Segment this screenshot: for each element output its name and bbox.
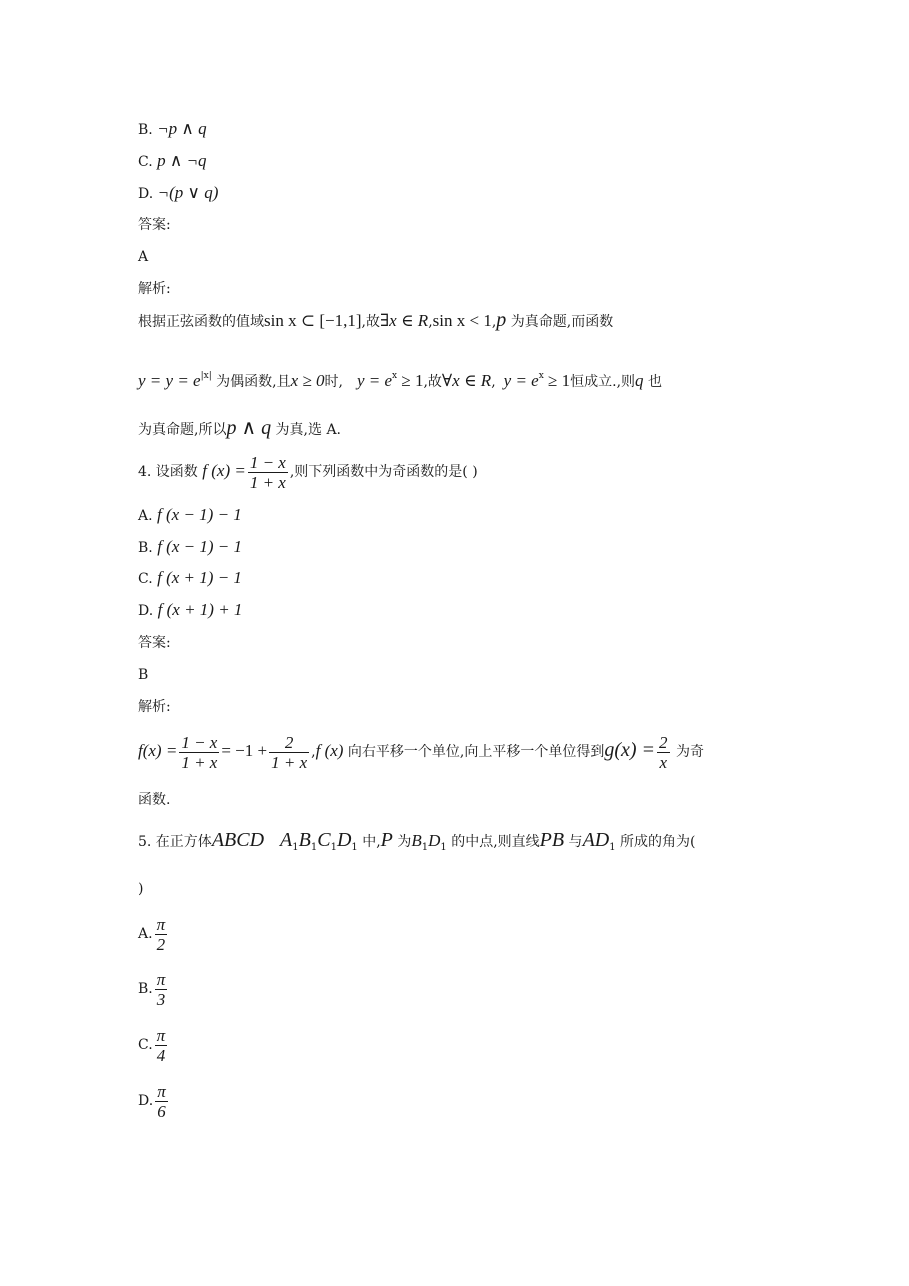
formula: f (x): [315, 741, 344, 760]
fraction: [657, 733, 670, 772]
q3-option-b: [138, 119, 207, 140]
formula: ∃x ∈ R: [379, 311, 429, 330]
option-formula: ¬p ∧ q: [157, 119, 207, 138]
text-run: ,: [491, 374, 496, 390]
formula: ≥ 1: [397, 371, 424, 390]
denominator: 2: [156, 934, 166, 954]
text-run: 为奇: [671, 744, 704, 760]
q5-option-b: [138, 969, 169, 1009]
numerator: 2: [659, 732, 668, 752]
text-run: 所成的角为(: [615, 834, 696, 850]
q5-option-a: [138, 914, 169, 954]
superscript: x: [392, 371, 398, 381]
superscript: |x|: [200, 371, 212, 381]
formula: C: [317, 829, 331, 851]
option-formula: f (x − 1) − 1: [157, 505, 242, 524]
q4-answer: B: [138, 667, 149, 683]
q5-option-c: [138, 1025, 169, 1065]
formula: y = y = e: [138, 371, 201, 390]
q4-answer-label: 答案:: [138, 635, 171, 651]
subscript: 1: [421, 842, 429, 853]
q3-analysis-label: 解析:: [138, 281, 171, 297]
option-formula: f (x − 1) − 1: [157, 537, 242, 556]
text-run: ,: [428, 314, 433, 330]
option-label: A.: [138, 926, 153, 942]
text-run: ,故: [423, 374, 442, 390]
q4-option-d: [138, 600, 242, 621]
q3-option-d: [138, 183, 218, 204]
q4-analysis-line-1: [138, 730, 704, 772]
formula: PB: [539, 829, 565, 851]
formula: D: [336, 829, 352, 851]
denominator: 1 + x: [249, 472, 286, 492]
text-run: 中,: [357, 834, 381, 850]
option-label: D.: [138, 603, 154, 619]
text-run: 向右平移一个单位,向上平移一个单位得到: [343, 744, 605, 760]
option-label: D.: [138, 186, 154, 202]
denominator: x: [659, 752, 668, 772]
fraction: [155, 1026, 168, 1065]
formula: AD: [582, 829, 610, 851]
denominator: 1 + x: [271, 752, 308, 772]
text-run: 恒成立.,则: [570, 374, 636, 390]
formula: y = e: [356, 371, 393, 390]
text-run: 根据正弦函数的值域: [138, 314, 264, 330]
option-label: C.: [138, 154, 153, 170]
option-formula: f (x + 1) − 1: [157, 568, 242, 587]
text-run: ,则下列函数中为奇函数的是( ): [289, 464, 478, 480]
text-run: ,: [311, 744, 316, 760]
text-run: 与: [564, 834, 583, 850]
option-label: A.: [138, 508, 153, 524]
fraction: [155, 970, 168, 1009]
numerator: 1 − x: [249, 452, 286, 472]
question-number: 4. 设函数: [138, 464, 198, 480]
formula: ABCD: [211, 829, 265, 851]
numerator: π: [156, 914, 166, 934]
denominator: 6: [157, 1101, 166, 1121]
formula: ≥ 1: [543, 371, 571, 390]
denominator: 4: [156, 1045, 166, 1065]
formula: sin x < 1: [432, 311, 492, 330]
formula: f (x) =: [202, 461, 246, 480]
text-run: 为真命题,而函数: [506, 314, 614, 330]
formula: x ≥ 0: [290, 371, 325, 390]
numerator: π: [156, 1025, 166, 1045]
q4-option-c: [138, 568, 242, 589]
q4-option-b: [138, 537, 242, 558]
formula: y = e: [503, 371, 539, 390]
option-label: C.: [138, 571, 153, 587]
formula: p ∧ q: [226, 417, 272, 439]
q5-stem-line-1: [138, 826, 696, 862]
q3-analysis-line-2: [138, 366, 662, 392]
text-run: ,: [491, 314, 497, 330]
numerator: 1 − x: [181, 732, 218, 752]
q5-option-d: [138, 1081, 170, 1121]
text-run: 为偶函数,且: [211, 374, 291, 390]
option-formula: p ∧ ¬q: [157, 151, 207, 170]
subscript: 1: [310, 842, 318, 853]
option-label: D.: [138, 1093, 154, 1109]
subscript: 1: [351, 842, 358, 853]
numerator: π: [156, 969, 166, 989]
numerator: π: [157, 1081, 166, 1101]
option-label: C.: [138, 1037, 153, 1053]
q3-answer: A: [138, 249, 149, 265]
fraction: [179, 733, 219, 772]
denominator: 3: [156, 989, 166, 1009]
question-number: 5. 在正方体: [138, 834, 212, 850]
q5-stem-line-2: ): [138, 881, 144, 897]
option-formula: f (x + 1) + 1: [157, 600, 243, 619]
formula: g(x) =: [604, 739, 656, 761]
q4-stem: [138, 452, 478, 492]
option-label: B.: [138, 981, 153, 997]
subscript: 1: [440, 842, 447, 853]
option-label: B.: [138, 540, 153, 556]
formula: p: [496, 309, 507, 331]
formula: f(x) =: [138, 741, 178, 760]
formula: B: [298, 829, 311, 851]
formula: A: [280, 829, 293, 851]
formula: ∀x ∈ R: [441, 371, 492, 390]
superscript: x: [538, 371, 544, 381]
text-run: 为: [392, 834, 412, 850]
fraction: [155, 1082, 168, 1121]
q3-answer-label: 答案:: [138, 217, 171, 233]
subscript: 1: [609, 842, 616, 853]
text-run: 的中点,则直线: [446, 834, 540, 850]
formula: P: [380, 829, 393, 851]
q3-option-c: [138, 151, 207, 172]
q3-analysis-line-1: [138, 310, 613, 332]
denominator: 1 + x: [181, 752, 218, 772]
text-run: 也: [643, 374, 662, 390]
option-formula: ¬(p ∨ q): [157, 183, 219, 202]
formula: D: [428, 831, 441, 850]
subscript: 1: [292, 842, 299, 853]
text-run: ,故: [361, 314, 380, 330]
subscript: 1: [330, 842, 337, 853]
option-label: B.: [138, 122, 153, 138]
formula: q: [635, 371, 644, 390]
fraction: [269, 733, 309, 772]
fraction: [155, 915, 168, 954]
q4-analysis-line-2: 函数.: [138, 792, 171, 808]
formula: B: [411, 831, 422, 850]
q4-analysis-label: 解析:: [138, 699, 171, 715]
numerator: 2: [269, 733, 309, 753]
formula: = −1 +: [221, 741, 268, 760]
fraction: [248, 453, 288, 492]
text-run: 为真命题,所以: [138, 422, 227, 438]
text-run: 为真,选 A.: [271, 422, 342, 438]
text-run: 时,: [324, 374, 343, 390]
q4-option-a: [138, 505, 242, 526]
q3-analysis-line-3: [138, 418, 341, 440]
formula: sin x ⊂ [−1,1]: [264, 311, 362, 330]
